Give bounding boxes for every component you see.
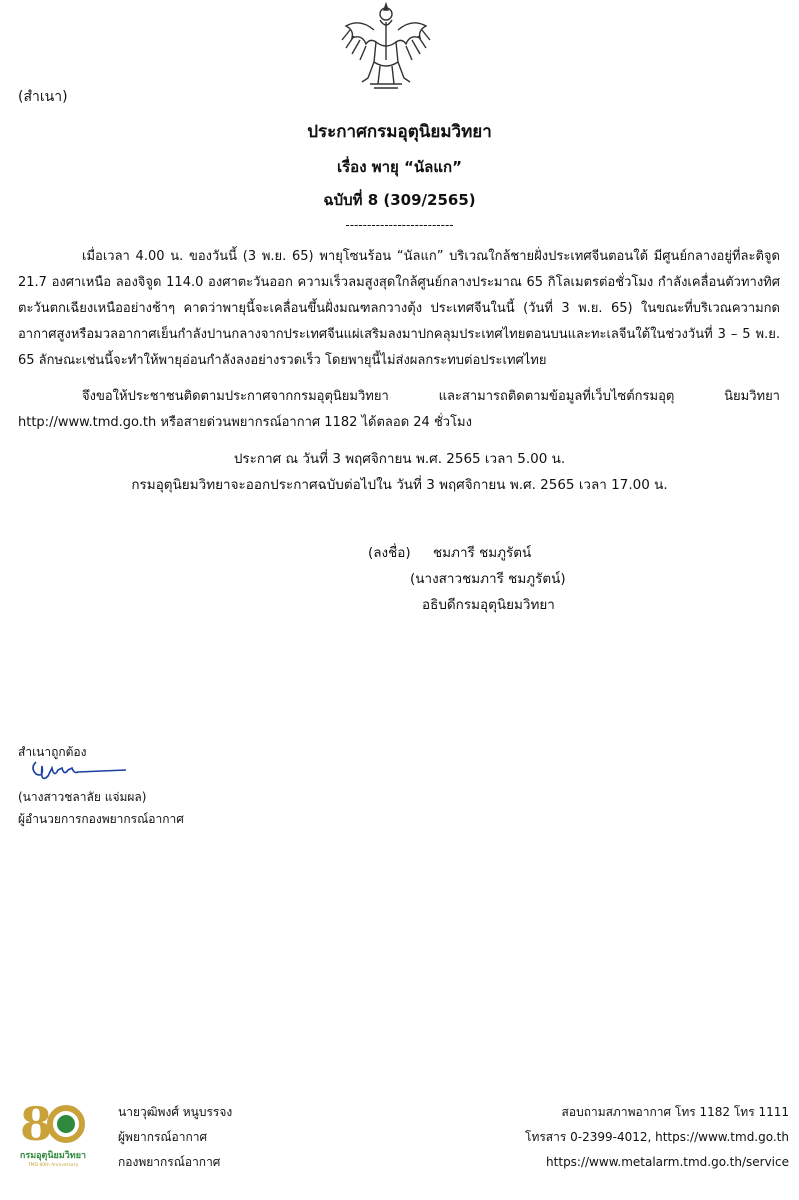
divider-line: ------------------------- [345,218,454,232]
paragraph-2-text: จึงขอให้ประชาชนติดตามประกาศจากกรมอุตุนิยมวิทยา และสามารถติดตามข้อมูลที่เว็บไซต์กรมอุตุ นิยมวิทยา http://www.tmd.go.th หรือสายด่วนพยากรณ์อากาศ 1182 ได้ตลอด 24 ชั่วโมง [18,389,780,430]
announce-block [0,446,799,498]
copy-mark: (สำเนา) [18,89,68,105]
certified-label: สำเนาถูกต้อง [18,745,87,759]
handwritten-signature-icon [28,756,128,786]
forecaster-role: ผู้พยากรณ์อากาศ [118,1130,208,1144]
signature-name: ชมภารี ชมภูรัตน์ [433,545,532,561]
logo-text: กรมอุตุนิยมวิทยา [19,1151,87,1161]
contact-phone: สอบถามสภาพอากาศ โทร 1182 โทร 1111 [561,1105,789,1119]
body-paragraph-1 [18,244,780,374]
forecaster-division: กองพยากรณ์อากาศ [118,1155,221,1169]
certifier-block [18,786,184,830]
forecaster-name: นายวุฒิพงศ์ หนูบรรจง [118,1105,233,1119]
next-issue-line: กรมอุตุนิยมวิทยาจะออกประกาศฉบับต่อไปใน วันที่ 3 พฤศจิกายน พ.ศ. 2565 เวลา 17.00 น. [131,477,668,493]
certifier-position: ผู้อำนวยการกองพยากรณ์อากาศ [18,812,184,826]
tmd-80th-logo-icon [16,1096,90,1168]
signatory-position: อธิบดีกรมอุตุนิยมวิทยา [422,597,555,613]
contact-fax-website[interactable]: โทรสาร 0-2399-4012, https://www.tmd.go.th [525,1130,789,1144]
contact-service-link[interactable]: https://www.metalarm.tmd.go.th/service [546,1155,789,1169]
garuda-emblem-icon [340,0,432,96]
signatory-full-name: (นางสาวชมภารี ชมภูรัตน์) [410,571,566,587]
paragraph-1-text: เมื่อเวลา 4.00 น. ของวันนี้ (3 พ.ย. 65) พายุโซนร้อน “นัลแก” บริเวณใกล้ชายฝั่งประเทศจีนตอนใต้ มีศูนย์กลางอยู่ที่ละติจูด 21.7 องศาเหนือ ลองจิจูด 114.0 องศาตะวันออก ความเร็วลมสูงสุดใกล้ศูนย์กลางประมาณ 65 กิโลเมตรต่อชั่วโมง กำลังเคลื่อนตัวทางทิศตะวันตกเฉียงเหนืออย่างช้าๆ คาดว่าพายุนี้จะเคลื่อนขึ้นฝั่งมณฑลกวางตุ้ง ประเทศจีนในนี้ (วันที่ 3 พ.ย. 65) ในขณะที่บริเวณความกดอากาศสูงหรือมวลอากาศเย็นกำลังปานกลางจากประเทศจีนแผ่เสริมลงมาปกคลุมประเทศไทยตอนบนและทะเลจีนใต้ในช่วงวันที่ 3 – 5 พ.ย. 65 ลักษณะเช่นนี้จะทำให้พายุอ่อนกำลังลงอย่างรวดเร็ว โดยพายุนี้ไม่ส่งผลกระทบต่อประเทศไทย [18,249,780,368]
signature-block [368,540,566,618]
svg-text:8: 8 [20,1097,53,1151]
body-paragraph-2 [18,384,780,436]
certifier-name: (นางสาวชลาลัย แจ่มผล) [18,790,147,804]
page-title: ประกาศกรมอุตุนิยมวิทยา [307,122,492,142]
footer-contact [525,1100,789,1175]
issue-number: ฉบับที่ 8 (309/2565) [323,191,476,209]
announce-date-line: ประกาศ ณ วันที่ 3 พฤศจิกายน พ.ศ. 2565 เวลา 5.00 น. [233,451,566,467]
signature-prefix: (ลงชื่อ) [368,545,411,561]
logo-subtext: TMD 80th Anniversary [27,1163,79,1168]
announcement-subject: เรื่อง พายุ “นัลแก” [337,158,462,176]
footer-forecaster [118,1100,232,1175]
